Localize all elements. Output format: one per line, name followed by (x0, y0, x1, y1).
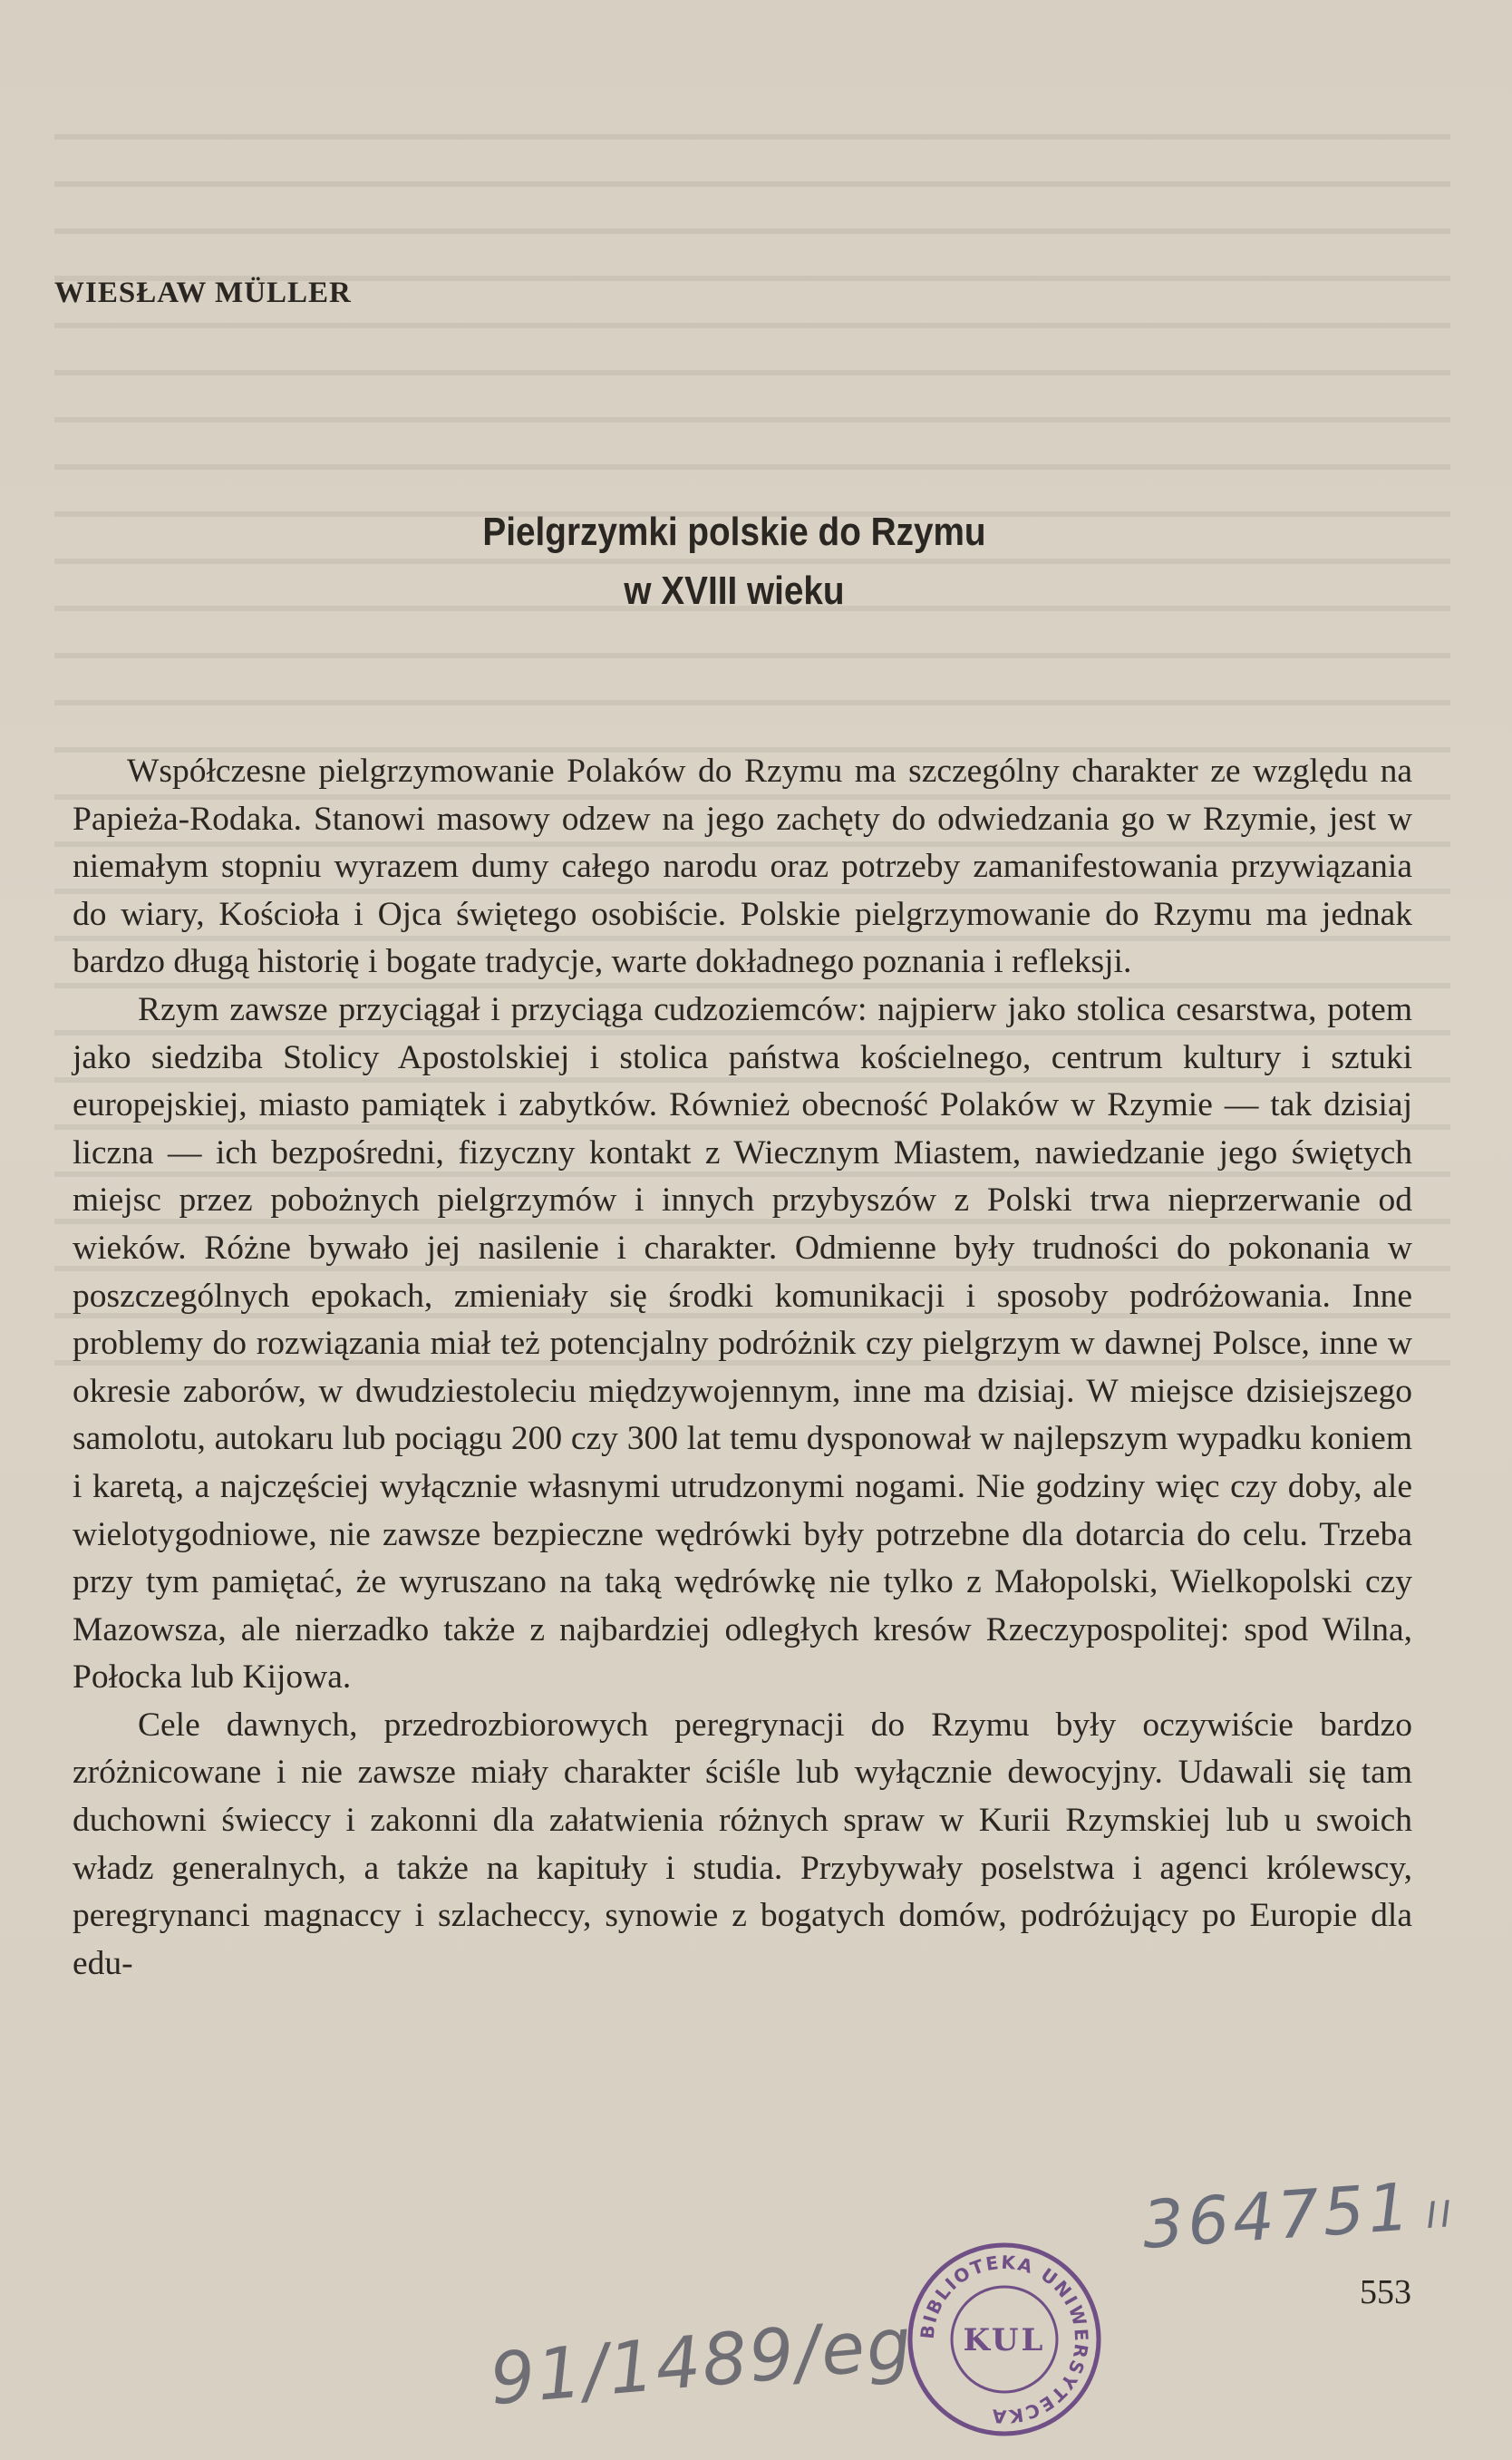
article-body (73, 748, 1412, 1988)
author-name: WIESŁAW MÜLLER (54, 277, 352, 309)
paragraph-1: Współczesne pielgrzymowanie Polaków do Rzymu ma szczególny charakter ze względu na Papieża-Rodaka. Stanowi masowy odzew na jego zachęty do odwiedzania go w Rzymie, jest w niemałym stopniu wyrazem dumy całego narodu oraz potrzeby zamanifestowania przywiązania do wiary, Kościoła i Ojca świętego osobiście. Polskie pielgrzymowanie do Rzymu ma jednak bardzo długą historię i bogate tradycje, warte dokładnego poznania i refleksji. (73, 753, 1412, 981)
handwritten-inventory-number: 91/1489/eg (486, 2302, 916, 2422)
stamp-ring-text: BIBLIOTEKA UNIWERSYTECKA (916, 2251, 1093, 2428)
paragraph-3: Cele dawnych, przedrozbiorowych peregrynacji do Rzymu były oczywiście bardzo zróżnicowane i nie zawsze miały charakter ściśle lub wyłącznie dewocyjny. Udawali się tam duchowni świeccy i zakonni dla załatwienia różnych spraw w Kurii Rzymskiej lub u swoich władz generalnych, a także na kapituły i studia. Przybywały poselstwa i agenci królewscy, peregrynanci magnaccy i szlacheccy, synowie z bogatych domów, podróżujący po Europie dla edu- (73, 1706, 1412, 1982)
article-title-line-2: w XVIII wieku (624, 569, 845, 613)
article-title-line-1: Pielgrzymki polskie do Rzymu (482, 510, 986, 554)
stamp-center-text: KUL (963, 2322, 1046, 2358)
shelfmark-suffix: II (1424, 2193, 1457, 2238)
library-stamp (905, 2240, 1104, 2439)
handwritten-shelfmark (1139, 2165, 1456, 2263)
paragraph-2: Rzym zawsze przyciągał i przyciąga cudzoziemców: najpierw jako stolica cesarstwa, potem jako siedziba Stolicy Apostolskiej i stolica państwa kościelnego, centrum kultury i sztuki europejskiej, miasto pamiątek i zabytków. Również obecność Polaków w Rzymie — tak dzisiaj liczna — ich bezpośredni, fizyczny kontakt z Wiecznym Miastem, nawiedzanie jego świętych miejsc przez pobożnych pielgrzymów i innych przybyszów z Polski trwa nieprzerwanie od wieków. Różne bywało jej nasilenie i charakter. Odmienne były trudności do pokonania w poszczególnych epokach, zmieniały się środki komunikacji i sposoby podróżowania. Inne problemy do rozwiązania miał też potencjalny podróżnik czy pielgrzym w dawnej Polsce, inne w okresie zaborów, w dwudziestoleciu międzywojennym, inne ma dzisiaj. W miejsce dzisiejszego samolotu, autokaru lub pociągu 200 czy 300 lat temu dysponował w najlepszym wypadku koniem i karetą, a najczęściej wyłącznie własnymi utrudzonymi nogami. Nie godziny więc czy doby, ale wielotygodniowe, nie zawsze bezpieczne wędrówki były potrzebne dla dotarcia do celu. Trzeba przy tym pamiętać, że wyruszano na taką wędrówkę nie tylko z Małopolski, Wielkopolski czy Mazowsza, ale nierzadko także z najbardziej odległych kresów Rzeczypospolitej: spod Wilna, Połocka lub Kijowa. (73, 990, 1412, 1697)
page-number: 553 (1360, 2273, 1411, 2311)
shelfmark-number: 364751 (1139, 2168, 1416, 2263)
